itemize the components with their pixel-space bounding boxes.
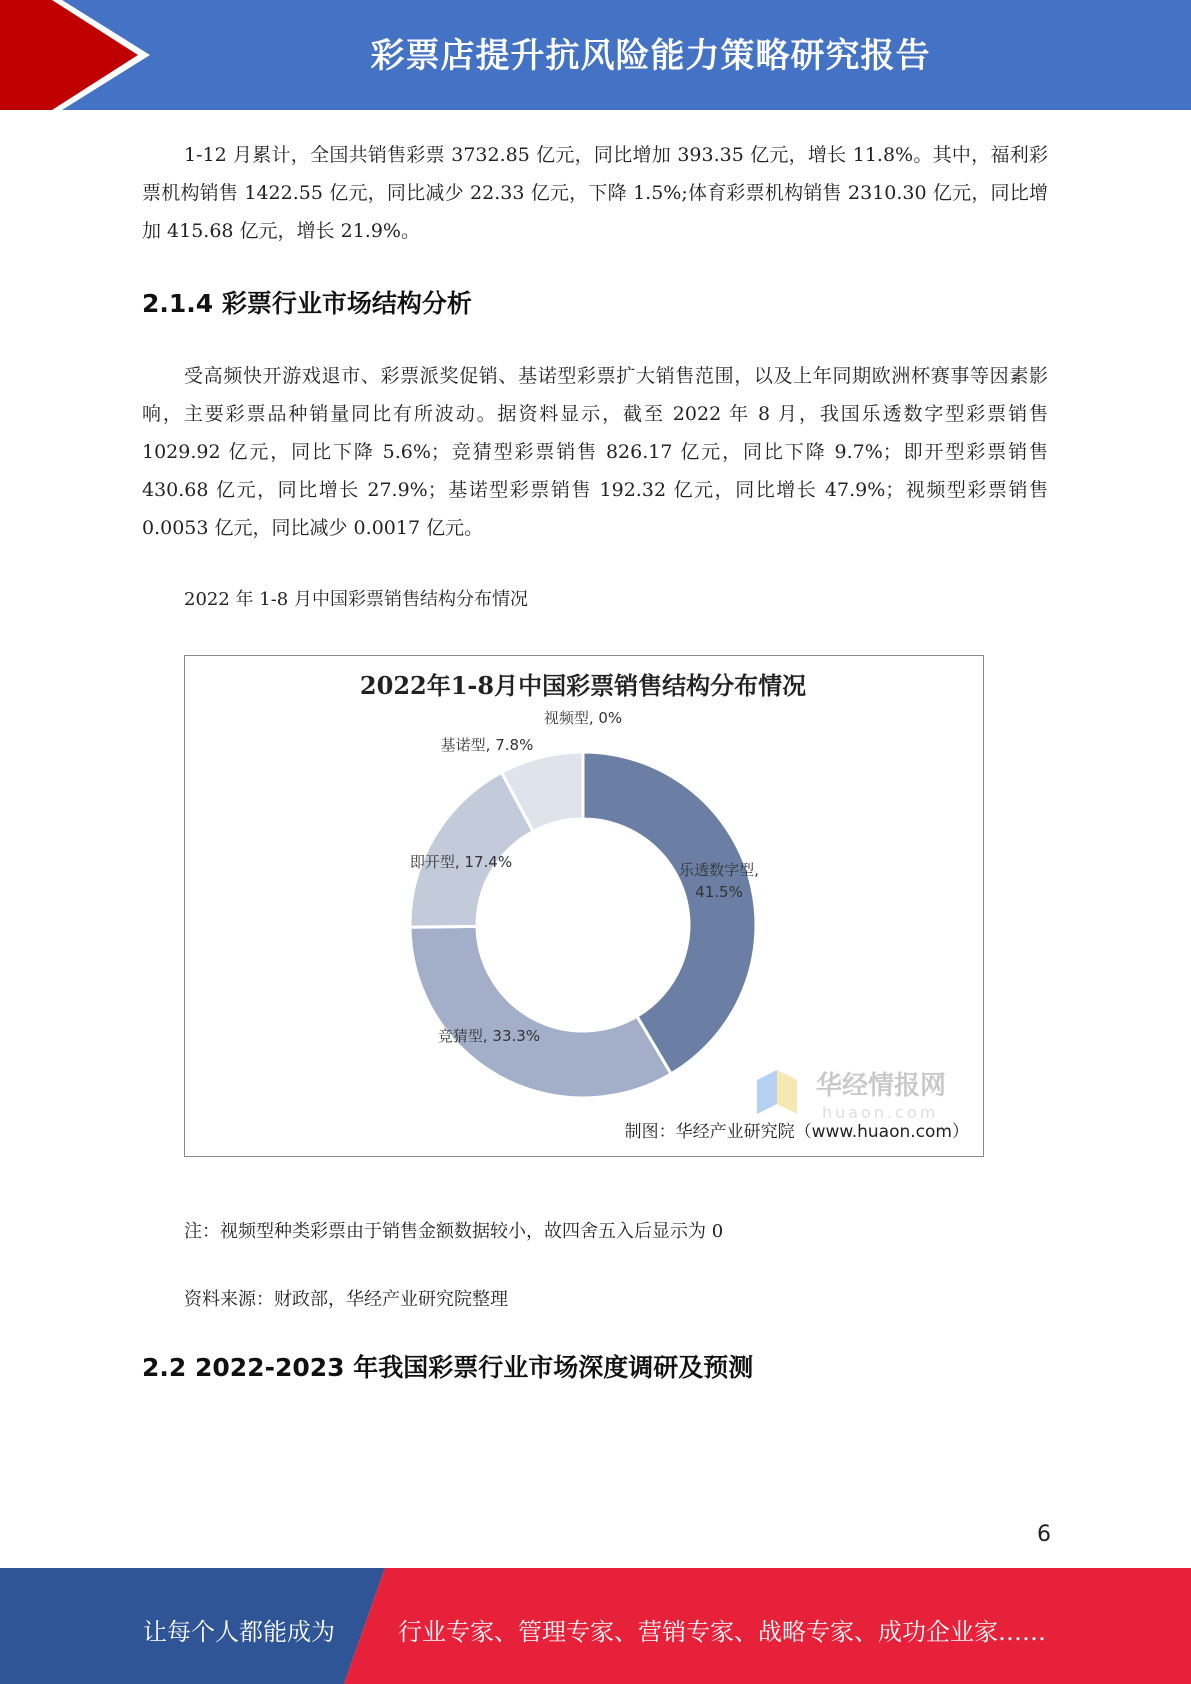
page-footer <box>0 1568 1191 1684</box>
donut-chart-frame <box>184 655 984 1157</box>
chart-title: 2022年1-8月中国彩票销售结构分布情况 <box>359 671 807 700</box>
data-source: 资料来源：财政部，华经产业研究院整理 <box>184 1289 508 1310</box>
slice-label-quiz: 竞猜型, 33.3% <box>437 1027 541 1045</box>
section-heading-2-1-4: 2.1.4 彩票行业市场结构分析 <box>142 289 472 318</box>
slice-lotto <box>583 752 756 1074</box>
chart-note: 注：视频型种类彩票由于销售金额数据较小，故四舍五入后显示为 0 <box>184 1221 724 1242</box>
watermark-logo <box>757 1070 946 1122</box>
donut-chart <box>185 656 982 1155</box>
page-header <box>0 0 1191 110</box>
chart-credit: 制图：华经产业研究院（www.huaon.com） <box>624 1122 969 1142</box>
watermark-text: 华经情报网 <box>816 1071 947 1101</box>
report-title: 彩票店提升抗风险能力策略研究报告 <box>370 36 931 76</box>
slice-label-video: 视频型, 0% <box>543 709 623 727</box>
footer-slogan-right: 行业专家、管理专家、营销专家、战略专家、成功企业家…… <box>398 1618 1046 1646</box>
figure-caption: 2022 年 1-8 月中国彩票销售结构分布情况 <box>184 589 528 610</box>
footer-slogan-left: 让每个人都能成为 <box>143 1618 335 1646</box>
header-arrow-decoration <box>0 0 160 110</box>
slice-label-keno: 基诺型, 7.8% <box>440 736 534 754</box>
slice-label-lotto-name: 乐透数字型, <box>679 861 759 879</box>
watermark-icon-right <box>777 1070 797 1114</box>
slice-label-instant: 即开型, 17.4% <box>409 853 513 871</box>
watermark-domain: huaon.com <box>822 1103 939 1122</box>
watermark-icon-left <box>757 1070 777 1114</box>
slice-quiz <box>410 926 671 1098</box>
section-heading-2-2: 2.2 2022-2023 年我国彩票行业市场深度调研及预测 <box>142 1353 754 1382</box>
paragraph-market-structure: 受高频快开游戏退市、彩票派奖促销、基诺型彩票扩大销售范围，以及上年同期欧洲杯赛事等因素影响，主要彩票品种销量同比有所波动。据资料显示，截至 2022 年 8 月，我国乐透数字型彩票销售 1029.92 亿元，同比下降 5.6%；竞猜型彩票销售 826.17 亿元，同比下降 9.7%；即开型彩票销售 430.68 亿元，同比增长 27.9%；基诺型彩票销售 192.32 亿元，同比增长 47.9%；视频型彩票销售 0.0053 亿元，同比减少 0.0017 亿元。 <box>142 365 1048 539</box>
paragraph-annual-sales: 1-12 月累计，全国共销售彩票 3732.85 亿元，同比增加 393.35 亿元，增长 11.8%。其中，福利彩票机构销售 1422.55 亿元，同比减少 22.33 亿元，下降 1.5%;体育彩票机构销售 2310.30 亿元，同比增加 415.68 亿元，增长 21.9%。 <box>142 144 1048 242</box>
slice-label-lotto-value: 41.5% <box>695 883 743 901</box>
page-number: 6 <box>1037 1522 1051 1547</box>
